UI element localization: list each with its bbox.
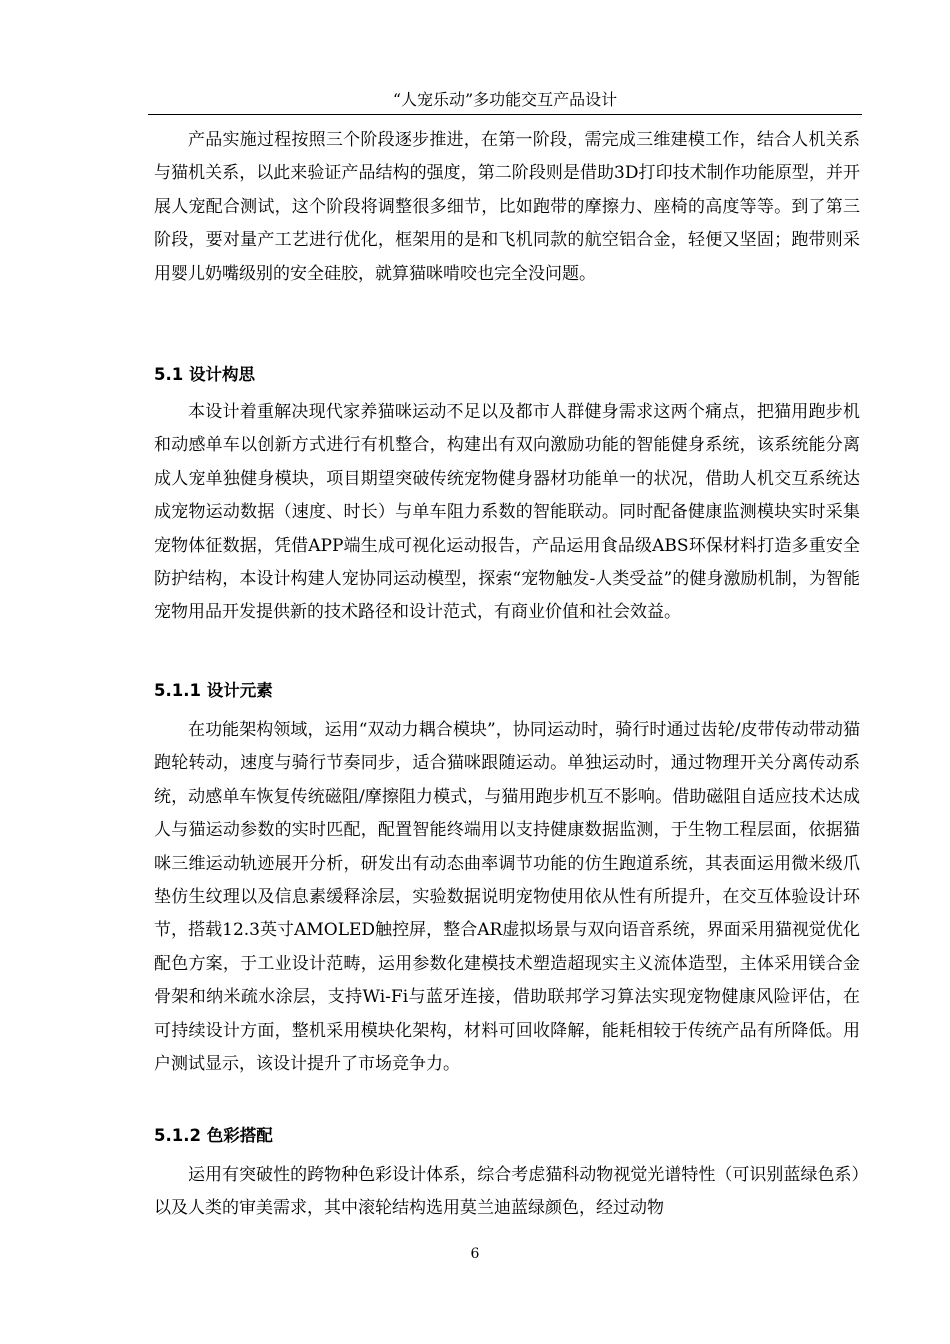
section-heading-5-1-2: 5.1.2 色彩搭配 bbox=[154, 1126, 273, 1145]
section-5-1-1-paragraph: 在功能架构领域，运用“双动力耦合模块”，协同运动时，骑行时通过齿轮/皮带传动带动猫跑轮转动，速度与骑行节奏同步，适合猫咪跟随运动。单独运动时，通过物理开关分离传动系统，动感单车恢复传统磁阻/摩擦阻力模式，与猫用跑步机互不影响。借助磁阻自适应技术达成人与猫运动参数的实时匹配，配置智能终端用以支持健康数据监测，于生物工程层面，依据猫咪三维运动轨迹展开分析，研发出有动态曲率调节功能的仿生跑道系统，其表面运用微米级爪垫仿生纹理以及信息素缓释涂层，实验数据说明宠物使用依从性有所提升，在交互体验设计环节，搭载12.3英寸AMOLED触控屏，整合AR虚拟场景与双向语音系统，界面采用猫视觉优化配色方案，于工业设计范畴，运用参数化建模技术塑造超现实主义流体造型，主体采用镁合金骨架和纳米疏水涂层，支持Wi-Fi与蓝牙连接，借助联邦学习算法实现宠物健康风险评估，在可持续设计方面，整机采用模块化架构，材料可回收降解，能耗相较于传统产品有所降低。用户测试显示，该设计提升了市场竞争力。 bbox=[154, 720, 860, 1075]
running-header: “人宠乐动”多功能交互产品设计 bbox=[392, 90, 618, 109]
section-5-1-paragraph: 本设计着重解决现代家养猫咪运动不足以及都市人群健身需求这两个痛点，把猫用跑步机和动感单车以创新方式进行有机整合，构建出有双向激励功能的智能健身系统，该系统能分离成人宠单独健身模块，项目期望突破传统宠物健身器材功能单一的状况，借助人机交互系统达成宠物运动数据（速度、时长）与单车阻力系数的智能联动。同时配备健康监测模块实时采集宠物体征数据，凭借APP端生成可视化运动报告，产品运用食品级ABS环保材料打造多重安全防护结构，本设计构建人宠协同运动模型，探索“宠物触发-人类受益”的健身激励机制，为智能宠物用品开发提供新的技术路径和设计范式，有商业价值和社会效益。 bbox=[154, 402, 860, 623]
section-5-1-2-paragraph: 运用有突破性的跨物种色彩设计体系，综合考虑猫科动物视觉光谱特性（可识别蓝绿色系）以及人类的审美需求，其中滚轮结构选用莫兰迪蓝绿颜色，经过动物 bbox=[154, 1165, 860, 1219]
intro-paragraph-block bbox=[154, 124, 860, 291]
header-divider bbox=[148, 114, 862, 115]
section-heading-5-1: 5.1 设计构思 bbox=[154, 365, 255, 384]
section-heading-5-1-1: 5.1.1 设计元素 bbox=[154, 681, 273, 700]
intro-paragraph: 产品实施过程按照三个阶段逐步推进，在第一阶段，需完成三维建模工作，结合人机关系与猫机关系，以此来验证产品结构的强度，第二阶段则是借助3D打印技术制作功能原型，并开展人宠配合测试，这个阶段将调整很多细节，比如跑带的摩擦力、座椅的高度等等。到了第三阶段，要对量产工艺进行优化，框架用的是和飞机同款的航空铝合金，轻便又坚固；跑带则采用婴儿奶嘴级别的安全硅胶，就算猫咪啃咬也完全没问题。 bbox=[154, 130, 860, 284]
section-5-1-2-body bbox=[154, 1159, 860, 1226]
section-5-1-1-body bbox=[154, 714, 860, 1081]
page-number: 6 bbox=[470, 1246, 480, 1262]
section-5-1-body bbox=[154, 396, 860, 630]
